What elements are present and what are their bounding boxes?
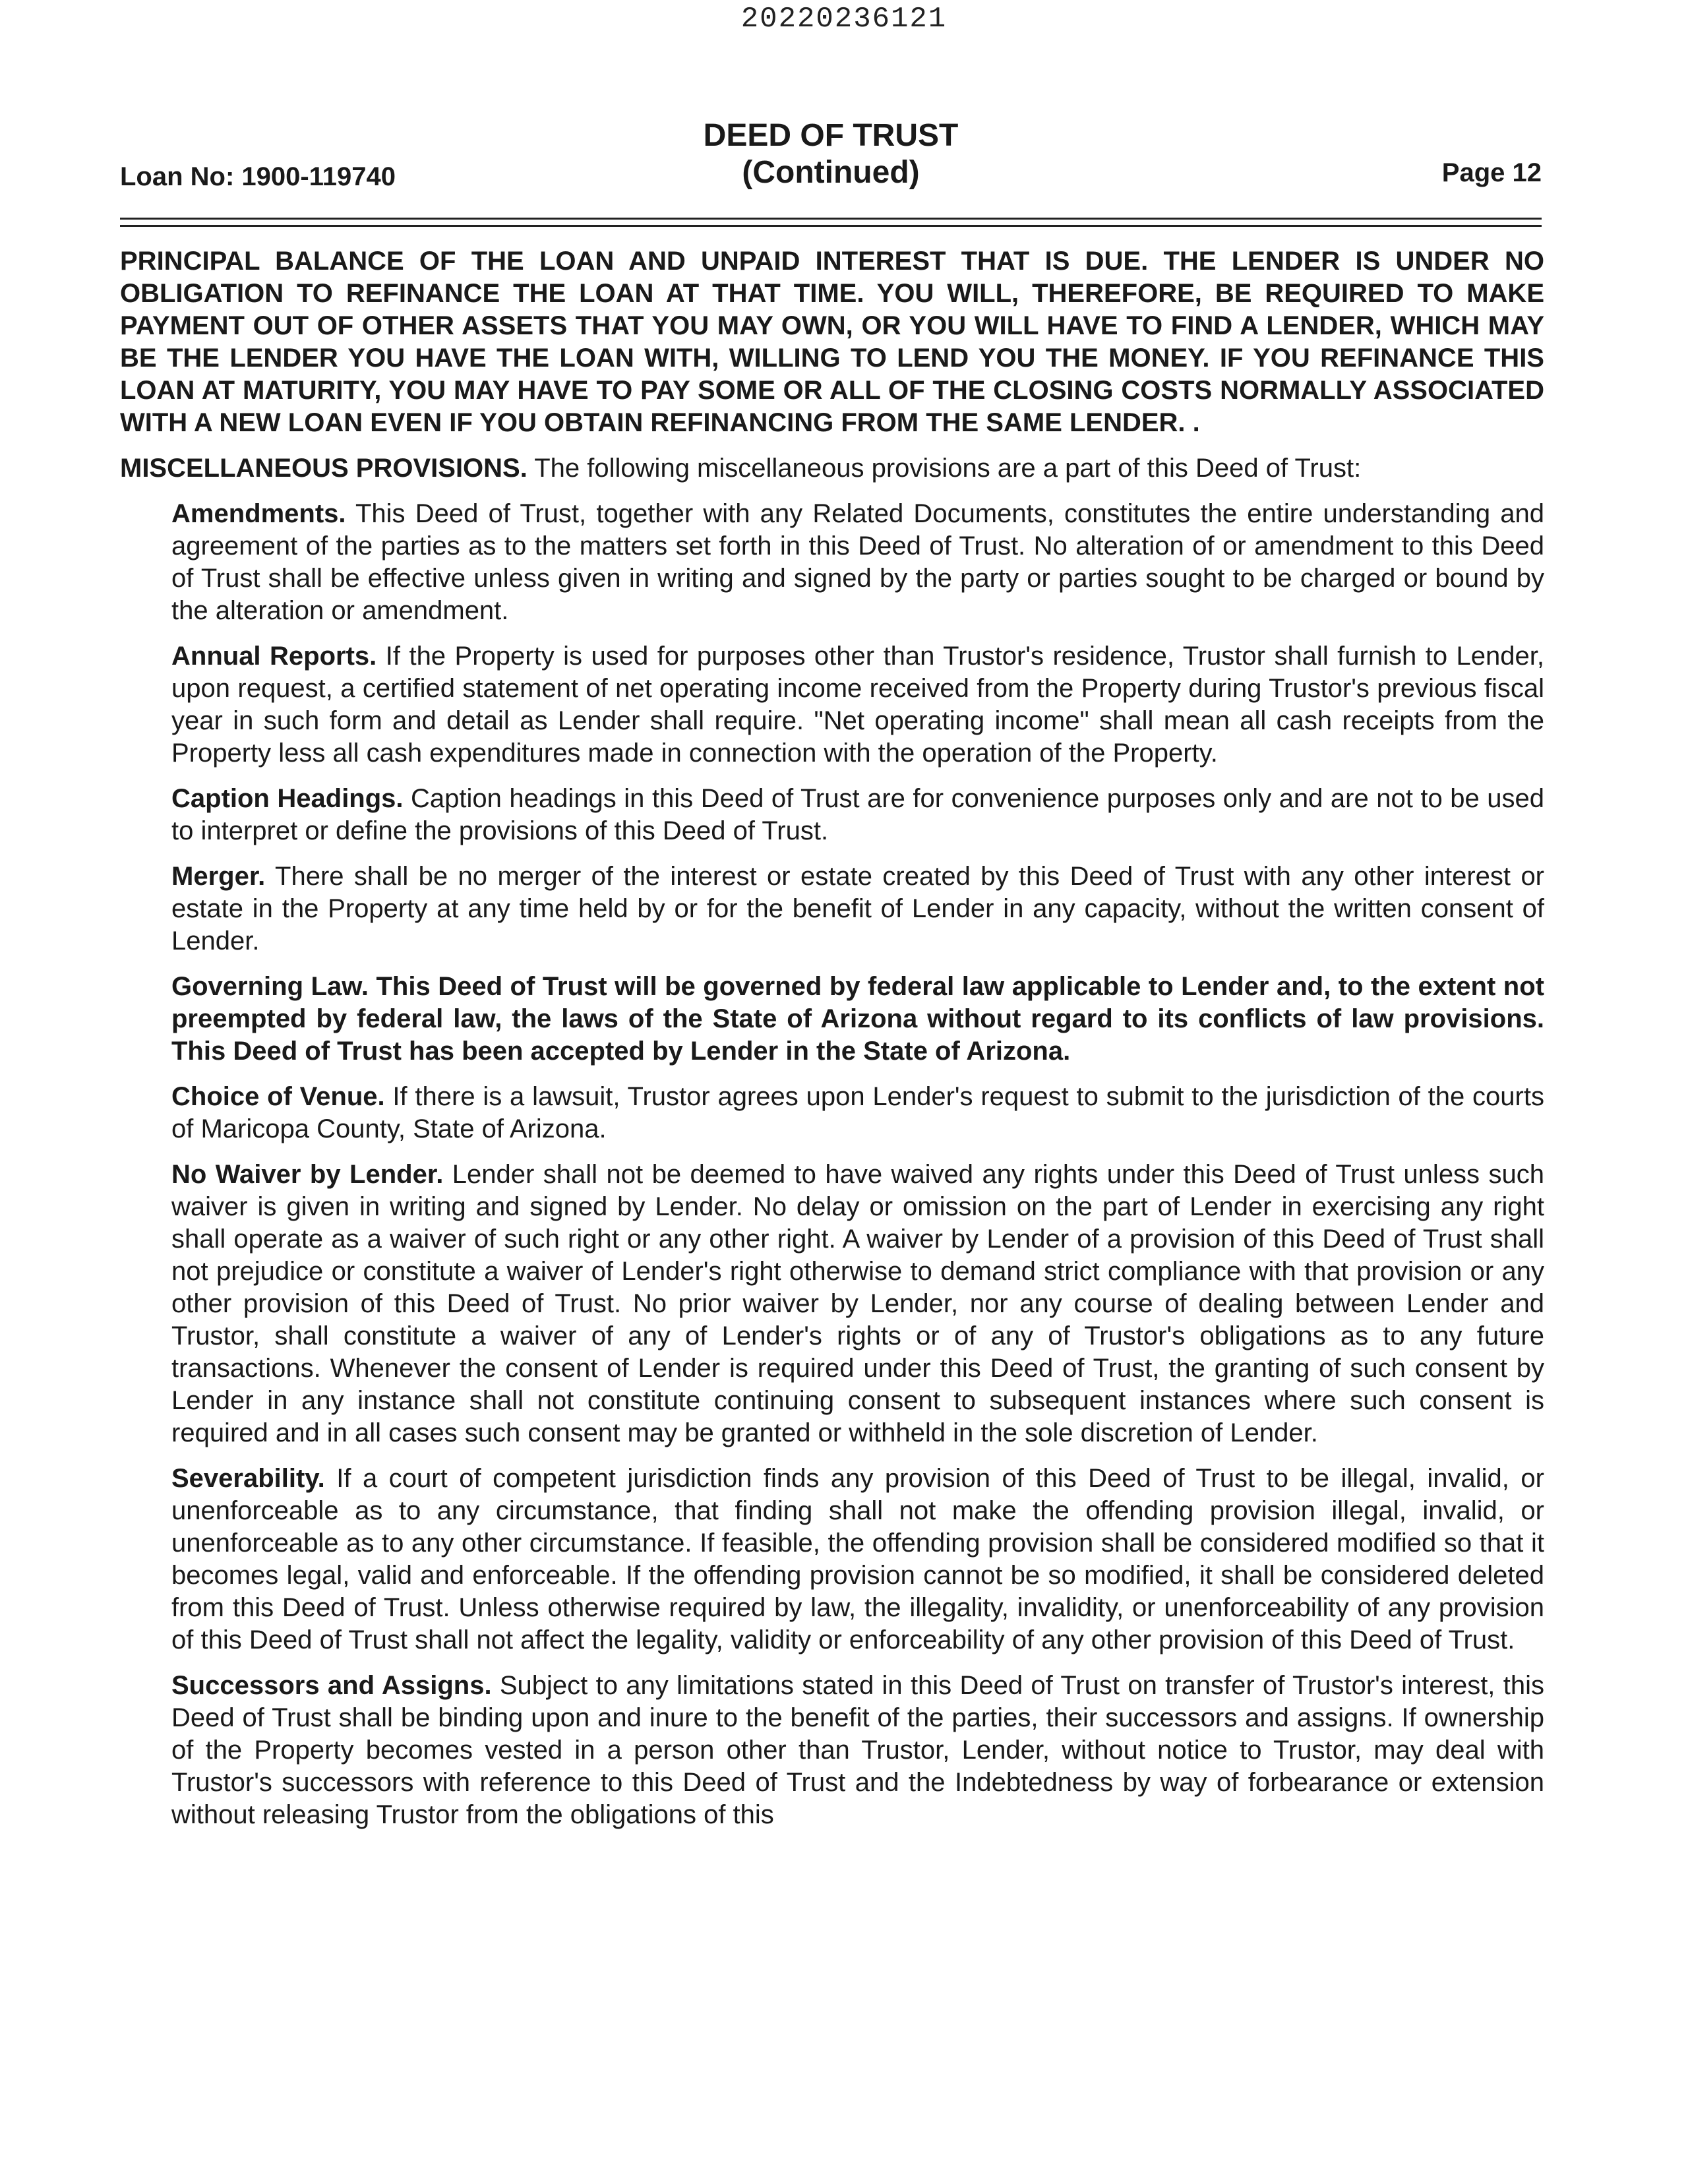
provision-text: If there is a lawsuit, Trustor agrees upon Lender's request to submit to the jurisdiction of the courts of Maricopa County, State of Arizona. bbox=[171, 1082, 1544, 1143]
provision-text: If a court of competent jurisdiction finds any provision of this Deed of Trust to be illegal, invalid, or unenforceable as to any circumstance, that finding shall not make the offending provision illegal, invalid, or unenforceable as to any other circumstance. If feasible, the offending provision shall be considered modified so that it becomes legal, valid and enforceable. If the offending provision cannot be so modified, it shall be considered deleted from this Deed of Trust. Unless otherwise required by law, the illegality, invalidity, or unenforceability of any provision of this Deed of Trust shall not affect the legality, validity or enforceability of any other provision of this Deed of Trust. bbox=[171, 1464, 1544, 1654]
loan-number: Loan No: 1900-119740 bbox=[120, 162, 396, 191]
rule-line bbox=[120, 225, 1542, 227]
recording-number: 20220236121 bbox=[740, 3, 948, 36]
provision-heading: Successors and Assigns. bbox=[171, 1671, 492, 1700]
provision-heading: No Waiver by Lender. bbox=[171, 1160, 444, 1189]
provision-no-waiver bbox=[171, 1159, 1544, 1449]
provision-governing-law bbox=[171, 971, 1544, 1068]
refinance-warning-paragraph: PRINCIPAL BALANCE OF THE LOAN AND UNPAID INTEREST THAT IS DUE. THE LENDER IS UNDER NO OBLIGATION TO REFINANCE THE LOAN AT THAT TIME. YOU WILL, THEREFORE, BE REQUIRED TO MAKE PAYMENT OUT OF OTHER ASSETS THAT YOU MAY OWN, OR YOU WILL HAVE TO FIND A LENDER, WHICH MAY BE THE LENDER YOU HAVE THE LOAN WITH, WILLING TO LEND YOU THE MONEY. IF YOU REFINANCE THIS LOAN AT MATURITY, YOU MAY HAVE TO PAY SOME OR ALL OF THE CLOSING COSTS NORMALLY ASSOCIATED WITH A NEW LOAN EVEN IF YOU OBTAIN REFINANCING FROM THE SAME LENDER. . bbox=[120, 247, 1544, 437]
provision-amendments bbox=[171, 498, 1544, 627]
document-subtitle: (Continued) bbox=[742, 155, 920, 190]
document-body bbox=[120, 245, 1544, 1844]
provision-heading: Amendments. bbox=[171, 499, 346, 528]
header-double-rule bbox=[120, 218, 1542, 227]
provision-choice-of-venue bbox=[171, 1081, 1544, 1145]
rule-line bbox=[120, 218, 1542, 220]
provision-annual-reports bbox=[171, 640, 1544, 770]
provision-text: There shall be no merger of the interest or estate created by this Deed of Trust with any other interest or estate in the Property at any time held by or for the benefit of Lender in any capacity, without the written consent of Lender. bbox=[171, 862, 1545, 956]
provision-merger bbox=[171, 861, 1544, 957]
misc-provisions-intro bbox=[120, 452, 1544, 485]
provision-heading: Severability. bbox=[171, 1464, 325, 1493]
page-number: Page 12 bbox=[1441, 158, 1542, 187]
provision-heading: Annual Reports. bbox=[171, 642, 377, 671]
document-title: DEED OF TRUST bbox=[703, 118, 959, 153]
page-header bbox=[120, 117, 1542, 197]
provision-text: This Deed of Trust, together with any Related Documents, constitutes the entire understanding and agreement of the parties as to the matters set forth in this Deed of Trust. No alteration of or amendment to this Deed of Trust shall be effective unless given in writing and signed by the party or parties sought to be charged or bound by the alteration or amendment. bbox=[171, 499, 1544, 625]
provision-heading: Merger. bbox=[171, 862, 266, 891]
provision-text: This Deed of Trust will be governed by federal law applicable to Lender and, to the extent not preempted by federal law, the laws of the State of Arizona without regard to its conflicts of law provisions. This Deed of Trust has been accepted by Lender in the State of Arizona. bbox=[171, 972, 1544, 1066]
provision-heading: Caption Headings. bbox=[171, 784, 404, 813]
provision-text: Caption headings in this Deed of Trust are for convenience purposes only and are not to be used to interpret or define the provisions of this Deed of Trust. bbox=[171, 784, 1544, 845]
misc-provisions-text: The following miscellaneous provisions are a part of this Deed of Trust: bbox=[534, 454, 1362, 483]
misc-provisions-heading: MISCELLANEOUS PROVISIONS. bbox=[120, 454, 528, 483]
provision-text: Subject to any limitations stated in this Deed of Trust on transfer of Trustor's interest, this Deed of Trust shall be binding upon and inure to the benefit of the parties, their successors and assigns. If ownership of the Property becomes vested in a person other than Trustor, Lender, without notice to Trustor, may deal with Trustor's successors with reference to this Deed of Trust and the Indebtedness by way of forbearance or extension without releasing Trustor from the obligations of this bbox=[171, 1671, 1544, 1829]
provision-text: If the Property is used for purposes other than Trustor's residence, Trustor shall furnish to Lender, upon request, a certified statement of net operating income received from the Property during Trustor's previous fiscal year in such form and detail as Lender shall require. "Net operating income" shall mean all cash receipts from the Property less all cash expenditures made in connection with the operation of the Property. bbox=[171, 642, 1544, 768]
provision-heading: Governing Law. bbox=[171, 972, 369, 1001]
provision-severability bbox=[171, 1463, 1544, 1656]
provision-caption-headings bbox=[171, 783, 1544, 847]
provision-heading: Choice of Venue. bbox=[171, 1082, 385, 1111]
provision-text: Lender shall not be deemed to have waived any rights under this Deed of Trust unless such waiver is given in writing and signed by Lender. No delay or omission on the part of Lender in exercising any right shall operate as a waiver of such right or any other right. A waiver by Lender of a provision of this Deed of Trust shall not prejudice or constitute a waiver of Lender's right otherwise to demand strict compliance with that provision or any other provision of this Deed of Trust. No prior waiver by Lender, nor any course of dealing between Lender and Trustor, shall constitute a waiver of any of Lender's rights or of any of Trustor's obligations as to any future transactions. Whenever the consent of Lender is required under this Deed of Trust, the granting of such consent by Lender in any instance shall not constitute continuing consent to subsequent instances where such consent is required and in all cases such consent may be granted or withheld in the sole discretion of Lender. bbox=[171, 1160, 1545, 1447]
provision-successors-and-assigns bbox=[171, 1670, 1544, 1831]
